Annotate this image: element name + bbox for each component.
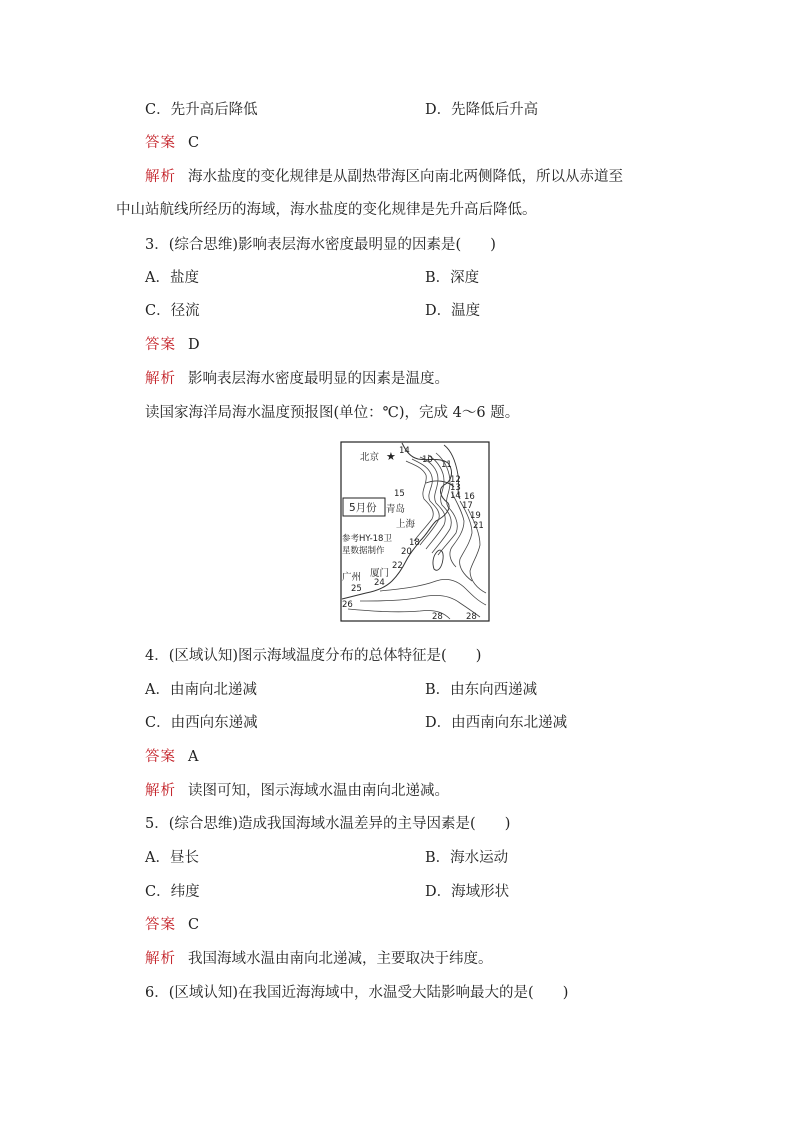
sea-temperature-map <box>340 441 490 622</box>
map-source-line1: 参考HY-18卫 <box>342 534 392 544</box>
q5-option-c: C．纬度 <box>145 884 200 900</box>
beijing-star-icon: ★ <box>386 450 396 463</box>
q5-analysis <box>145 950 493 968</box>
isotherm-label: 16 <box>464 492 475 502</box>
isotherm-label: 24 <box>374 578 385 588</box>
isotherm-label: 14 <box>399 446 410 456</box>
q2-analysis-line2: 中山站航线所经历的海域，海水盐度的变化规律是先升高后降低。 <box>116 202 537 218</box>
analysis-label: 解析 <box>145 951 176 967</box>
q3-stem: 3．(综合思维)影响表层海水密度最明显的因素是( ) <box>145 237 496 253</box>
isotherm-label: 13 <box>450 483 461 493</box>
q3-option-a: A．盐度 <box>145 270 199 286</box>
q2-option-c: C．先升高后降低 <box>145 102 258 118</box>
isotherm-label: 10 <box>422 455 433 465</box>
isotherm-label: 11 <box>441 460 452 470</box>
map-label-qingdao: 青岛 <box>386 504 406 515</box>
isotherm-label: 28 <box>432 612 443 622</box>
q5-option-d: D．海域形状 <box>425 884 510 900</box>
q4-stem: 4．(区域认知)图示海域温度分布的总体特征是( ) <box>145 648 482 664</box>
isotherm-label: 12 <box>450 475 461 485</box>
answer-value: D <box>188 337 200 353</box>
answer-label: 答案 <box>145 337 176 353</box>
isotherm-label: 14 <box>450 491 461 501</box>
q4-option-b: B．由东向西递减 <box>425 682 538 698</box>
map-month-label: 5月份 <box>349 502 377 514</box>
q2-answer <box>145 134 199 152</box>
isotherm-label: 18 <box>409 538 420 548</box>
answer-value: A <box>188 749 199 765</box>
isotherm-label: 20 <box>401 547 412 557</box>
analysis-text: 读图可知，图示海域水温由南向北递减。 <box>188 783 449 799</box>
q4-option-a: A．由南向北递减 <box>145 682 257 698</box>
q3-option-b: B．深度 <box>425 270 480 286</box>
map-svg <box>340 441 490 622</box>
isotherm-label: 17 <box>462 501 473 511</box>
q2-analysis-line1 <box>145 168 623 186</box>
figure-intro: 读国家海洋局海水温度预报图(单位：℃)，完成 4～6 题。 <box>145 405 520 421</box>
q4-answer <box>145 748 198 766</box>
analysis-text: 我国海域水温由南向北递减，主要取决于纬度。 <box>188 951 493 967</box>
answer-label: 答案 <box>145 917 176 933</box>
map-label-beijing: 北京 <box>360 452 380 463</box>
answer-label: 答案 <box>145 135 176 151</box>
analysis-label: 解析 <box>145 783 176 799</box>
q5-answer <box>145 916 199 934</box>
map-label-xiamen: 厦门 <box>370 568 390 579</box>
q4-option-c: C．由西向东递减 <box>145 715 258 731</box>
q4-analysis <box>145 782 449 800</box>
isotherm-label: 28 <box>466 612 477 622</box>
answer-value: C <box>188 135 200 151</box>
analysis-label: 解析 <box>145 169 176 185</box>
map-label-guangzhou: 广州 <box>342 572 362 583</box>
q3-option-c: C．径流 <box>145 303 200 319</box>
map-source-line2: 星数据制作 <box>342 546 385 556</box>
q3-answer <box>145 336 200 354</box>
q2-option-d: D．先降低后升高 <box>425 102 539 118</box>
q5-option-b: B．海水运动 <box>425 850 509 866</box>
analysis-label: 解析 <box>145 371 176 387</box>
isotherm-label: 26 <box>342 600 353 610</box>
q3-analysis <box>145 370 449 388</box>
isotherm-label: 25 <box>351 584 362 594</box>
isotherm-label: 15 <box>394 489 405 499</box>
answer-label: 答案 <box>145 749 176 765</box>
q5-option-a: A．昼长 <box>145 850 199 866</box>
answer-value: C <box>188 917 200 933</box>
q3-option-d: D．温度 <box>425 303 481 319</box>
analysis-text: 海水盐度的变化规律是从副热带海区向南北两侧降低，所以从赤道至 <box>188 169 623 185</box>
map-label-shanghai: 上海 <box>396 519 416 530</box>
q5-stem: 5．(综合思维)造成我国海域水温差异的主导因素是( ) <box>145 816 511 832</box>
q4-option-d: D．由西南向东北递减 <box>425 715 568 731</box>
analysis-text: 影响表层海水密度最明显的因素是温度。 <box>188 371 449 387</box>
isotherm-label: 19 <box>470 511 481 521</box>
q6-stem: 6．(区域认知)在我国近海海域中，水温受大陆影响最大的是( ) <box>145 985 569 1001</box>
isotherm-label: 21 <box>473 521 484 531</box>
isotherm-label: 22 <box>392 561 403 571</box>
